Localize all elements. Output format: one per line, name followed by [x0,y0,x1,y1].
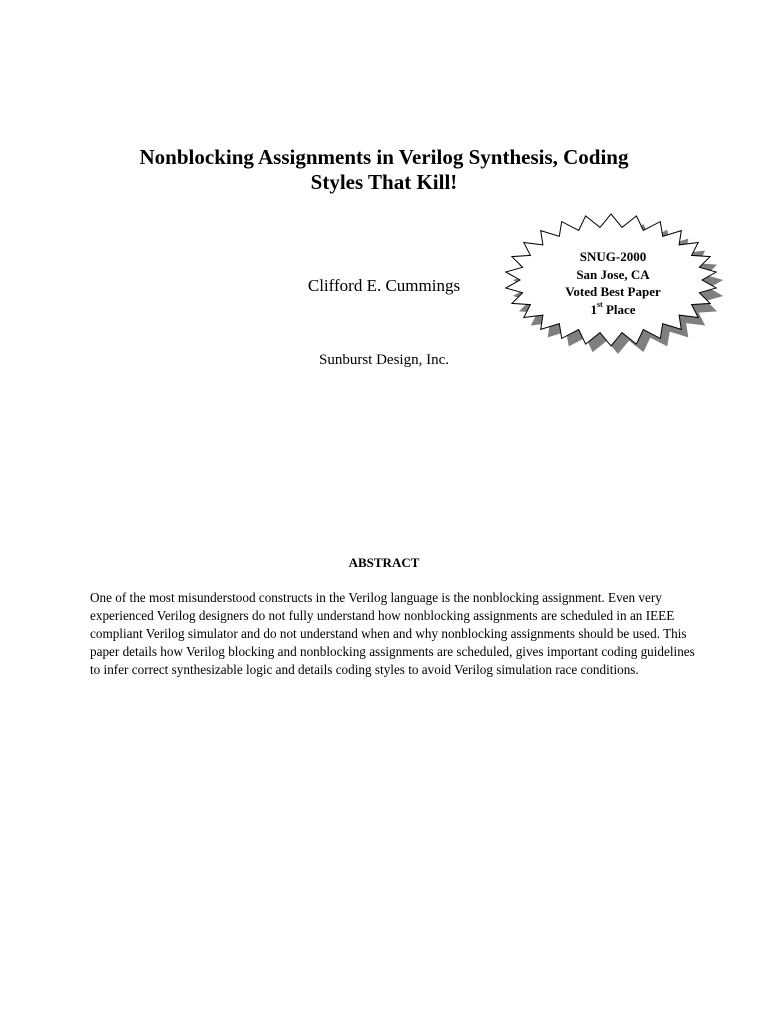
badge-place [520,301,706,319]
award-badge-text [520,248,706,318]
author-name: Clifford E. Cummings [307,276,461,295]
paper-title-line-2: Styles That Kill! [310,170,458,194]
abstract-text: One of the most misunderstood constructs in the Verilog language is the nonblocking assignment. Even very experienced Verilog designers do not fully understand how nonblocking assignments are scheduled in an IEEE compliant Verilog simulator and do not understand when and why nonblocking assignments should be used. This paper details how Verilog blocking and nonblocking assignments are scheduled, gives important coding guidelines to infer correct synthesizable logic and details coding styles to avoid Verilog simulation race conditions. [90,590,695,677]
badge-event: SNUG-2000 [579,249,647,264]
award-starburst-badge [500,212,730,360]
badge-location: San Jose, CA [576,266,650,282]
abstract-heading: ABSTRACT [348,555,420,570]
badge-place-word: Place [605,301,636,317]
paper-title [84,145,684,195]
author-affiliation: Sunburst Design, Inc. [319,352,449,368]
paper-title-line-1: Nonblocking Assignments in Verilog Synthesis, Coding [139,145,629,169]
badge-place-suffix: st [596,300,603,310]
badge-place-number: 1 [590,301,597,317]
badge-award: Voted Best Paper [565,284,661,299]
